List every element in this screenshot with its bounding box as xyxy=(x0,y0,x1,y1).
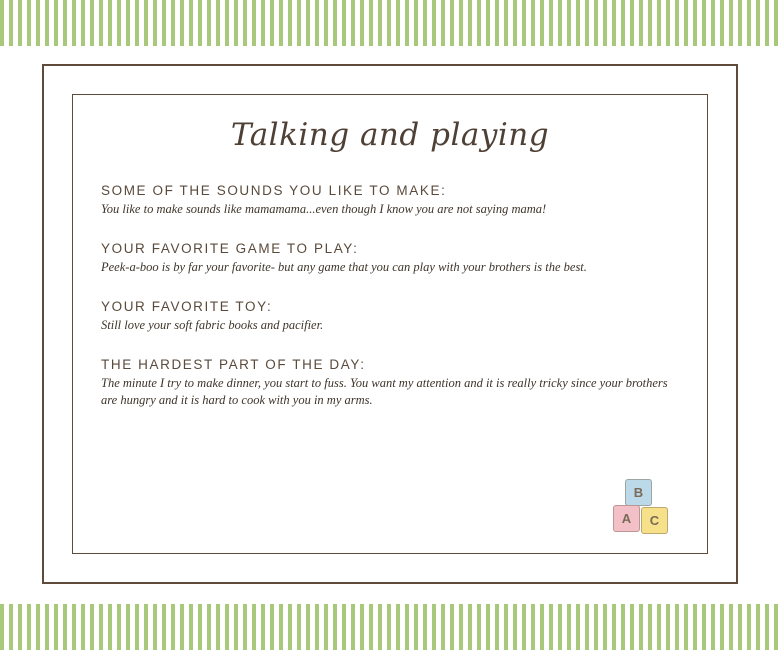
entry-item xyxy=(101,241,679,276)
page-title: Talking and playing xyxy=(230,117,550,153)
page-card xyxy=(0,46,780,604)
outer-border-frame xyxy=(42,64,738,584)
entry-body: Peek-a-boo is by far your favorite- but any game that you can play with your brothers is the best. xyxy=(101,259,587,274)
entry-heading: SOME OF THE SOUNDS YOU LIKE TO MAKE: xyxy=(101,183,447,198)
entry-body: The minute I try to make dinner, you start to fuss. You want my attention and it is really tricky since your brothers are hungry and it is hard to cook with you in my arms. xyxy=(101,375,668,407)
entry-item xyxy=(101,357,679,409)
striped-band-top xyxy=(0,0,780,46)
entry-heading: YOUR FAVORITE TOY: xyxy=(101,298,273,314)
striped-band-bottom xyxy=(0,604,780,650)
baby-blocks-icon xyxy=(605,477,677,539)
block-b-icon: B xyxy=(625,479,652,506)
entry-item xyxy=(101,183,679,218)
entry-body: You like to make sounds like mamamama...even though I know you are not saying mama! xyxy=(101,202,547,216)
block-c-icon: C xyxy=(641,507,668,534)
entry-heading: THE HARDEST PART OF THE DAY: xyxy=(101,356,366,372)
entry-body: Still love your soft fabric books and pacifier. xyxy=(101,317,324,332)
entries-list xyxy=(73,153,707,408)
entry-item xyxy=(101,299,679,334)
entry-heading: YOUR FAVORITE GAME TO PLAY: xyxy=(101,240,359,256)
block-a-icon: A xyxy=(613,505,640,532)
inner-border-frame xyxy=(72,94,708,554)
